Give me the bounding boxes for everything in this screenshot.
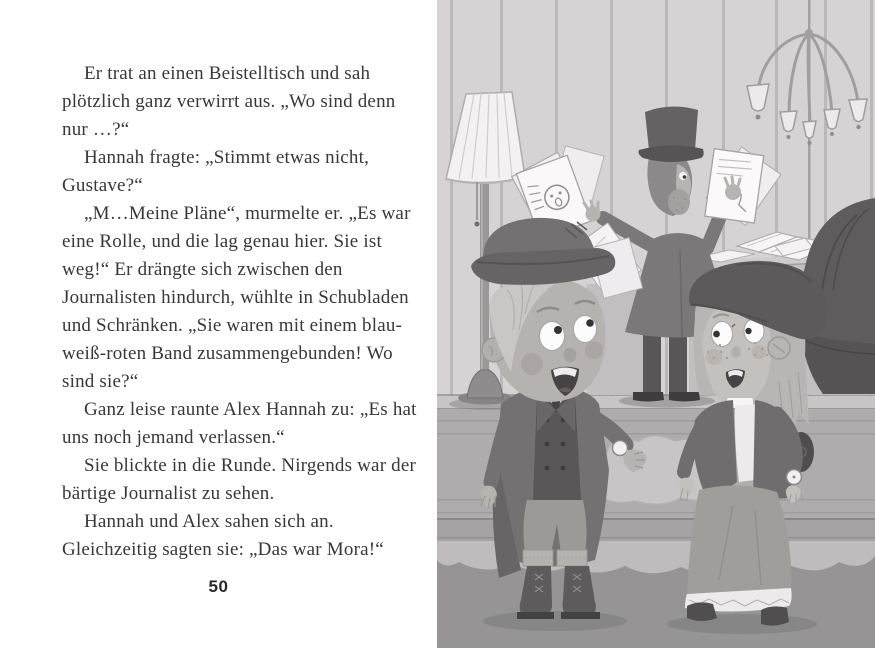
story-paragraph: Sie blickte in die Runde. Nirgends war der bärtige Journalist zu sehen. <box>62 455 417 504</box>
story-paragraph: Er trat an einen Beistelltisch und sah plötzlich ganz verwirrt aus. „Wo sind denn nur …?“ <box>62 63 396 140</box>
story-paragraph: „M…Meine Pläne“, murmelte er. „Es war eine Rolle, und die lag genau hier. Sie ist weg!“ Er drängte sich zwischen den Journalisten hindurch, wühlte in Schubladen und Schränken. „Sie waren mit einem blau-weiß-roten Band zusammengebunden! Wo sind sie?“ <box>62 203 411 392</box>
story-text <box>62 60 418 564</box>
story-paragraph: Ganz leise raunte Alex Hannah zu: „Es hat uns noch jemand verlassen.“ <box>62 399 417 448</box>
page-number: 50 <box>208 577 229 596</box>
story-illustration <box>437 0 875 648</box>
shadow <box>483 611 627 631</box>
right-page-illustration <box>437 0 875 648</box>
story-paragraph: Hannah fragte: „Stimmt etwas nicht, Gustave?“ <box>62 147 370 196</box>
skirt <box>687 485 791 597</box>
left-page <box>0 0 437 648</box>
story-paragraph: Hannah und Alex sahen sich an. Gleichzeitig sagten sie: „Das war Mora!“ <box>62 511 384 560</box>
